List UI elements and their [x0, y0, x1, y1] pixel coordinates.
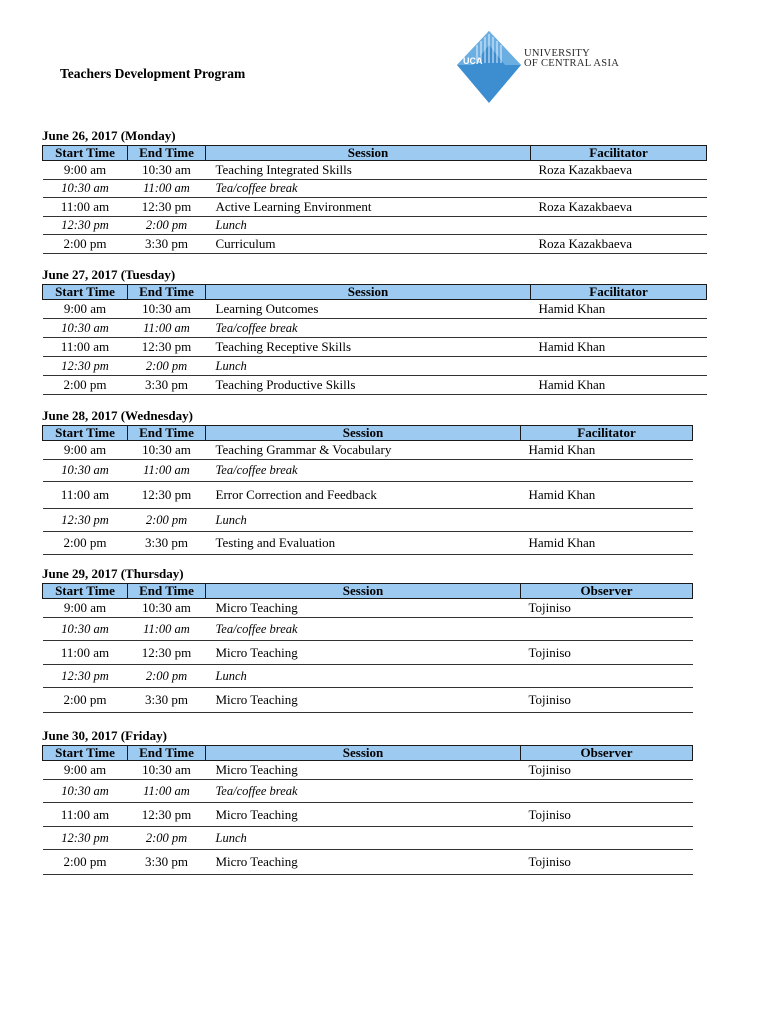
start-time: 9:00 am [43, 599, 128, 618]
start-time: 2:00 pm [43, 235, 128, 254]
logo-mark-text: UCA [463, 56, 483, 66]
header-session: Session [206, 746, 521, 761]
session-name: Lunch [206, 665, 521, 688]
session-name: Micro Teaching [206, 803, 521, 827]
table-header-row [43, 146, 707, 161]
facilitator-name: Hamid Khan [531, 338, 707, 357]
start-time: 12:30 pm [43, 665, 128, 688]
table-row [43, 509, 693, 532]
session-name: Lunch [206, 827, 521, 850]
end-time: 11:00 am [128, 618, 206, 641]
observer-name [521, 780, 693, 803]
end-time: 12:30 pm [128, 338, 206, 357]
header-observer: Observer [521, 746, 693, 761]
end-time: 3:30 pm [128, 688, 206, 713]
table-header-row [43, 285, 707, 300]
start-time: 10:30 am [43, 460, 128, 482]
day-block-friday [42, 728, 692, 875]
facilitator-name: Hamid Khan [521, 441, 693, 460]
end-time: 12:30 pm [128, 641, 206, 665]
start-time: 10:30 am [43, 618, 128, 641]
observer-name: Tojiniso [521, 850, 693, 875]
facilitator-name [531, 217, 707, 235]
table-header-row [43, 584, 693, 599]
session-name: Lunch [206, 217, 531, 235]
end-time: 11:00 am [128, 180, 206, 198]
start-time: 12:30 pm [43, 217, 128, 235]
header-start-time: Start Time [43, 584, 128, 599]
start-time: 12:30 pm [43, 827, 128, 850]
end-time: 10:30 am [128, 300, 206, 319]
header-start-time: Start Time [43, 426, 128, 441]
end-time: 11:00 am [128, 780, 206, 803]
session-name: Active Learning Environment [206, 198, 531, 217]
table-row [43, 827, 693, 850]
day-heading: June 28, 2017 (Wednesday) [42, 408, 193, 423]
table-row [43, 850, 693, 875]
table-row [43, 618, 693, 641]
session-name: Micro Teaching [206, 599, 521, 618]
start-time: 12:30 pm [43, 509, 128, 532]
table-row [43, 641, 693, 665]
schedule-table [42, 145, 707, 254]
table-row [43, 460, 693, 482]
observer-name: Tojiniso [521, 599, 693, 618]
schedule-table [42, 583, 693, 713]
session-name: Teaching Productive Skills [206, 376, 531, 395]
start-time: 11:00 am [43, 641, 128, 665]
start-time: 10:30 am [43, 319, 128, 338]
table-row [43, 688, 693, 713]
session-name: Lunch [206, 509, 521, 532]
table-row [43, 482, 693, 509]
schedule-table [42, 284, 707, 395]
facilitator-name: Roza Kazakbaeva [531, 235, 707, 254]
end-time: 12:30 pm [128, 803, 206, 827]
logo-line-1: UNIVERSITY [524, 48, 590, 59]
day-heading: June 30, 2017 (Friday) [42, 728, 167, 743]
facilitator-name: Hamid Khan [531, 300, 707, 319]
session-name: Teaching Integrated Skills [206, 161, 531, 180]
end-time: 3:30 pm [128, 376, 206, 395]
header-session: Session [206, 426, 521, 441]
end-time: 2:00 pm [128, 357, 206, 376]
table-row [43, 599, 693, 618]
table-row [43, 441, 693, 460]
end-time: 10:30 am [128, 599, 206, 618]
header-end-time: End Time [128, 146, 206, 161]
start-time: 11:00 am [43, 803, 128, 827]
end-time: 3:30 pm [128, 235, 206, 254]
header-end-time: End Time [128, 426, 206, 441]
table-row [43, 300, 707, 319]
facilitator-name: Roza Kazakbaeva [531, 161, 707, 180]
start-time: 2:00 pm [43, 376, 128, 395]
session-name: Learning Outcomes [206, 300, 531, 319]
logo-line-2: OF CENTRAL ASIA [524, 58, 620, 69]
facilitator-name [531, 319, 707, 338]
header-end-time: End Time [128, 746, 206, 761]
session-name: Micro Teaching [206, 641, 521, 665]
start-time: 11:00 am [43, 198, 128, 217]
table-row [43, 319, 707, 338]
table-row [43, 161, 707, 180]
start-time: 9:00 am [43, 300, 128, 319]
header-end-time: End Time [128, 584, 206, 599]
document-title: Teachers Development Program [60, 66, 246, 81]
end-time: 12:30 pm [128, 198, 206, 217]
session-name: Lunch [206, 357, 531, 376]
session-name: Teaching Receptive Skills [206, 338, 531, 357]
facilitator-name: Hamid Khan [521, 482, 693, 509]
header-observer: Observer [521, 584, 693, 599]
session-name: Tea/coffee break [206, 180, 531, 198]
start-time: 9:00 am [43, 761, 128, 780]
day-heading: June 29, 2017 (Thursday) [42, 566, 184, 581]
session-name: Error Correction and Feedback [206, 482, 521, 509]
table-row [43, 180, 707, 198]
header-facilitator: Facilitator [531, 285, 707, 300]
day-heading: June 26, 2017 (Monday) [42, 128, 176, 143]
table-row [43, 235, 707, 254]
session-name: Teaching Grammar & Vocabulary [206, 441, 521, 460]
start-time: 11:00 am [43, 338, 128, 357]
facilitator-name [521, 509, 693, 532]
table-header-row [43, 746, 693, 761]
start-time: 10:30 am [43, 780, 128, 803]
session-name: Micro Teaching [206, 761, 521, 780]
header-start-time: Start Time [43, 746, 128, 761]
header-end-time: End Time [128, 285, 206, 300]
schedule-table [42, 745, 693, 875]
session-name: Tea/coffee break [206, 780, 521, 803]
session-name: Tea/coffee break [206, 618, 521, 641]
start-time: 10:30 am [43, 180, 128, 198]
observer-name [521, 665, 693, 688]
session-name: Tea/coffee break [206, 319, 531, 338]
facilitator-name: Hamid Khan [521, 532, 693, 555]
start-time: 9:00 am [43, 161, 128, 180]
facilitator-name: Roza Kazakbaeva [531, 198, 707, 217]
table-row [43, 665, 693, 688]
end-time: 10:30 am [128, 761, 206, 780]
observer-name: Tojiniso [521, 803, 693, 827]
table-row [43, 780, 693, 803]
schedule-table [42, 425, 693, 555]
end-time: 2:00 pm [128, 217, 206, 235]
table-row [43, 803, 693, 827]
start-time: 9:00 am [43, 441, 128, 460]
facilitator-name: Hamid Khan [531, 376, 707, 395]
university-logo [453, 27, 633, 107]
table-row [43, 761, 693, 780]
header-session: Session [206, 584, 521, 599]
end-time: 11:00 am [128, 460, 206, 482]
table-row [43, 532, 693, 555]
day-block-thursday [42, 566, 692, 713]
end-time: 10:30 am [128, 441, 206, 460]
observer-name [521, 827, 693, 850]
session-name: Curriculum [206, 235, 531, 254]
end-time: 11:00 am [128, 319, 206, 338]
header-start-time: Start Time [43, 285, 128, 300]
session-name: Testing and Evaluation [206, 532, 521, 555]
observer-name: Tojiniso [521, 641, 693, 665]
facilitator-name [531, 357, 707, 376]
header-facilitator: Facilitator [521, 426, 693, 441]
table-row [43, 198, 707, 217]
facilitator-name [531, 180, 707, 198]
header-facilitator: Facilitator [531, 146, 707, 161]
end-time: 10:30 am [128, 161, 206, 180]
table-row [43, 217, 707, 235]
end-time: 3:30 pm [128, 850, 206, 875]
session-name: Tea/coffee break [206, 460, 521, 482]
observer-name: Tojiniso [521, 688, 693, 713]
day-block-monday [42, 128, 706, 254]
session-name: Micro Teaching [206, 850, 521, 875]
start-time: 2:00 pm [43, 688, 128, 713]
start-time: 2:00 pm [43, 850, 128, 875]
day-heading: June 27, 2017 (Tuesday) [42, 267, 176, 282]
end-time: 2:00 pm [128, 509, 206, 532]
header-session: Session [206, 285, 531, 300]
end-time: 2:00 pm [128, 665, 206, 688]
observer-name [521, 618, 693, 641]
table-header-row [43, 426, 693, 441]
header-start-time: Start Time [43, 146, 128, 161]
table-row [43, 376, 707, 395]
day-block-wednesday [42, 408, 692, 555]
day-block-tuesday [42, 267, 706, 395]
observer-name: Tojiniso [521, 761, 693, 780]
table-row [43, 357, 707, 376]
uca-logo-icon [453, 27, 525, 107]
session-name: Micro Teaching [206, 688, 521, 713]
start-time: 11:00 am [43, 482, 128, 509]
start-time: 2:00 pm [43, 532, 128, 555]
facilitator-name [521, 460, 693, 482]
end-time: 3:30 pm [128, 532, 206, 555]
end-time: 2:00 pm [128, 827, 206, 850]
end-time: 12:30 pm [128, 482, 206, 509]
start-time: 12:30 pm [43, 357, 128, 376]
table-row [43, 338, 707, 357]
header-session: Session [206, 146, 531, 161]
